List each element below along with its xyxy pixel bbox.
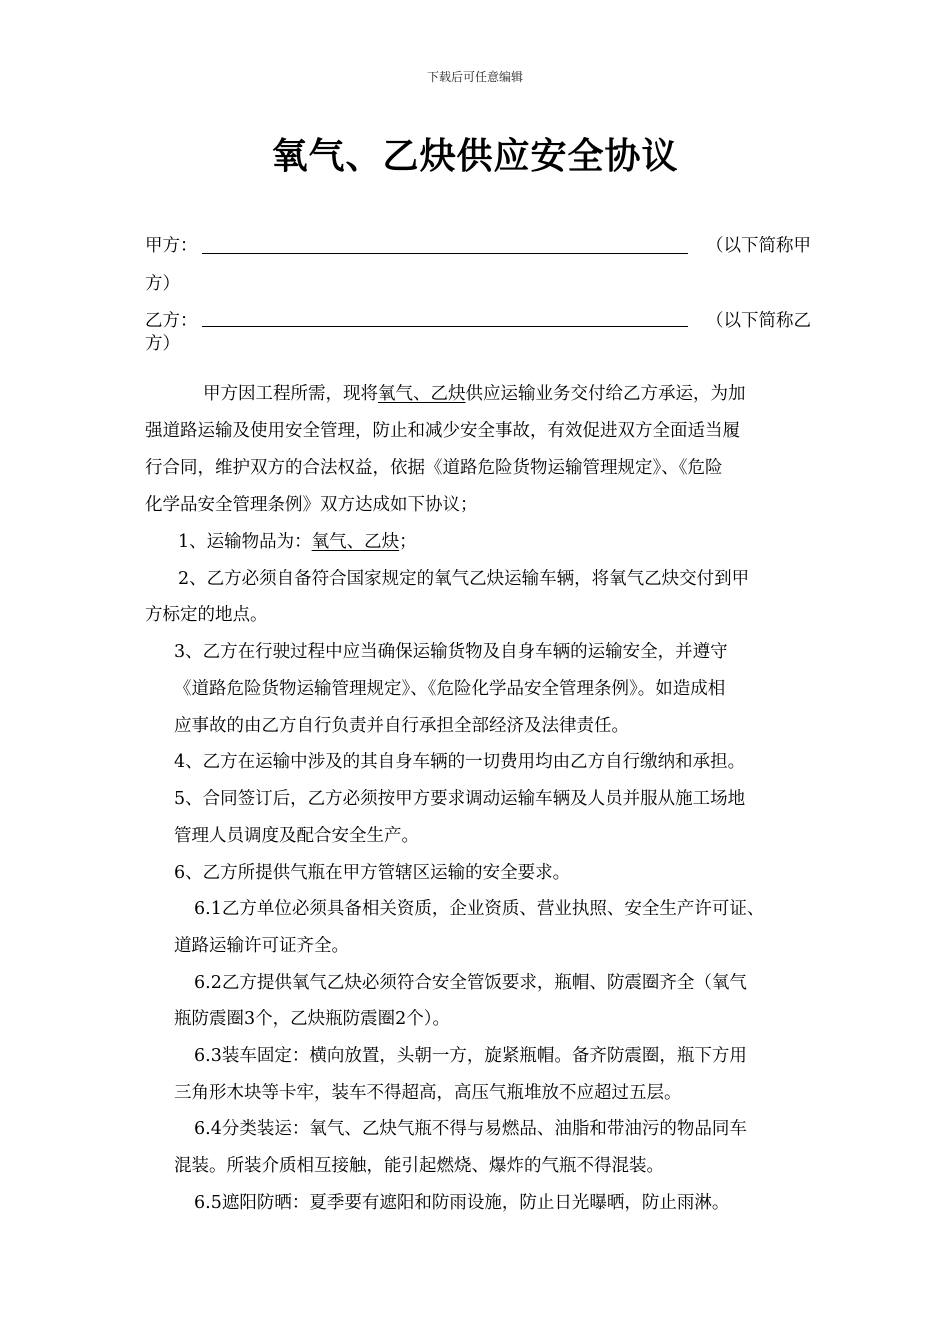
party-a-suffix: （以下简称甲 bbox=[706, 236, 811, 256]
intro-item-underlined: 氧气、乙炔 bbox=[378, 384, 466, 404]
clause-text: ； bbox=[399, 532, 417, 552]
clause-text: 1、运输物品为： bbox=[178, 532, 312, 552]
clause-4-line-1: 4、乙方在运输中涉及的其自身车辆的一切费用均由乙方自行缴纳和承担。 bbox=[174, 752, 746, 772]
party-b-suffix: （以下简称乙 bbox=[706, 311, 811, 331]
intro-line-2: 强道路运输及使用安全管理，防止和减少安全事故，有效促进双方全面适当履 bbox=[145, 421, 740, 441]
clause-1 bbox=[178, 531, 417, 553]
clause-3-line-3: 应事故的由乙方自行负责并自行承担全部经济及法律责任。 bbox=[174, 716, 629, 736]
intro-line-3: 行合同，维护双方的合法权益，依据《道路危险货物运输管理规定》、《危险 bbox=[145, 458, 723, 478]
clause-6-3-line-2: 三角形木块等卡牢，装车不得超高，高压气瓶堆放不应超过五层。 bbox=[174, 1083, 682, 1103]
intro-text: 甲方因工程所需，现将 bbox=[203, 384, 378, 404]
clause-1-item-underlined: 氧气、乙炔 bbox=[311, 532, 400, 552]
clause-6-3-line-1: 6.3装车固定：横向放置，头朝一方，旋紧瓶帽。备齐防震圈，瓶下方用 bbox=[194, 1046, 747, 1066]
party-b-suffix-cont: 方） bbox=[145, 334, 180, 354]
clause-6-4-line-1: 6.4分类装运：氧气、乙炔气瓶不得与易燃品、油脂和带油污的物品同车 bbox=[194, 1119, 747, 1139]
party-b-label: 乙方： bbox=[145, 311, 198, 331]
clause-5-line-1: 5、合同签订后，乙方必须按甲方要求调动运输车辆及人员并服从施工场地 bbox=[174, 789, 746, 809]
clause-3-line-1: 3、乙方在行驶过程中应当确保运输货物及自身车辆的运输安全，并遵守 bbox=[174, 642, 728, 662]
clause-6-2-line-2: 瓶防震圈3个，乙炔瓶防震圈2个）。 bbox=[174, 1009, 451, 1029]
clause-2-line-1: 2、乙方必须自备符合国家规定的氧气乙炔运输车辆，将氧气乙炔交付到甲 bbox=[178, 569, 750, 589]
clause-6-4-line-2: 混装。所装介质相互接触，能引起燃烧、爆炸的气瓶不得混装。 bbox=[174, 1156, 664, 1176]
intro-line-4: 化学品安全管理条例》双方达成如下协议； bbox=[145, 495, 478, 515]
party-a-blank-line bbox=[202, 253, 688, 254]
party-b-blank-line bbox=[202, 326, 688, 327]
party-a-suffix-cont: 方） bbox=[145, 274, 180, 294]
clause-5-line-2: 管理人员调度及配合安全生产。 bbox=[174, 826, 419, 846]
clause-6-1-line-1: 6.1乙方单位必须具备相关资质，企业资质、营业执照、安全生产许可证、 bbox=[194, 899, 765, 919]
clause-6-1-line-2: 道路运输许可证齐全。 bbox=[174, 936, 349, 956]
clause-6-line-1: 6、乙方所提供气瓶在甲方管辖区运输的安全要求。 bbox=[174, 863, 571, 883]
party-a-label: 甲方： bbox=[145, 236, 198, 256]
clause-2-line-2: 方标定的地点。 bbox=[145, 605, 268, 625]
clause-3-line-2: 《道路危险货物运输管理规定》、《危险化学品安全管理条例》。如造成相 bbox=[174, 679, 726, 699]
intro-line-1 bbox=[203, 383, 746, 405]
clause-6-2-line-1: 6.2乙方提供氧气乙炔必须符合安全管饭要求，瓶帽、防震圈齐全（氧气 bbox=[194, 973, 747, 993]
document-title: 氧气、乙炔供应安全协议 bbox=[271, 136, 679, 177]
intro-text: 供应运输业务交付给乙方承运，为加 bbox=[465, 384, 746, 404]
clause-6-5-line-1: 6.5遮阳防晒：夏季要有遮阳和防雨设施，防止日光曝晒，防止雨淋。 bbox=[194, 1193, 730, 1213]
header-note: 下载后可任意编辑 bbox=[426, 70, 523, 84]
